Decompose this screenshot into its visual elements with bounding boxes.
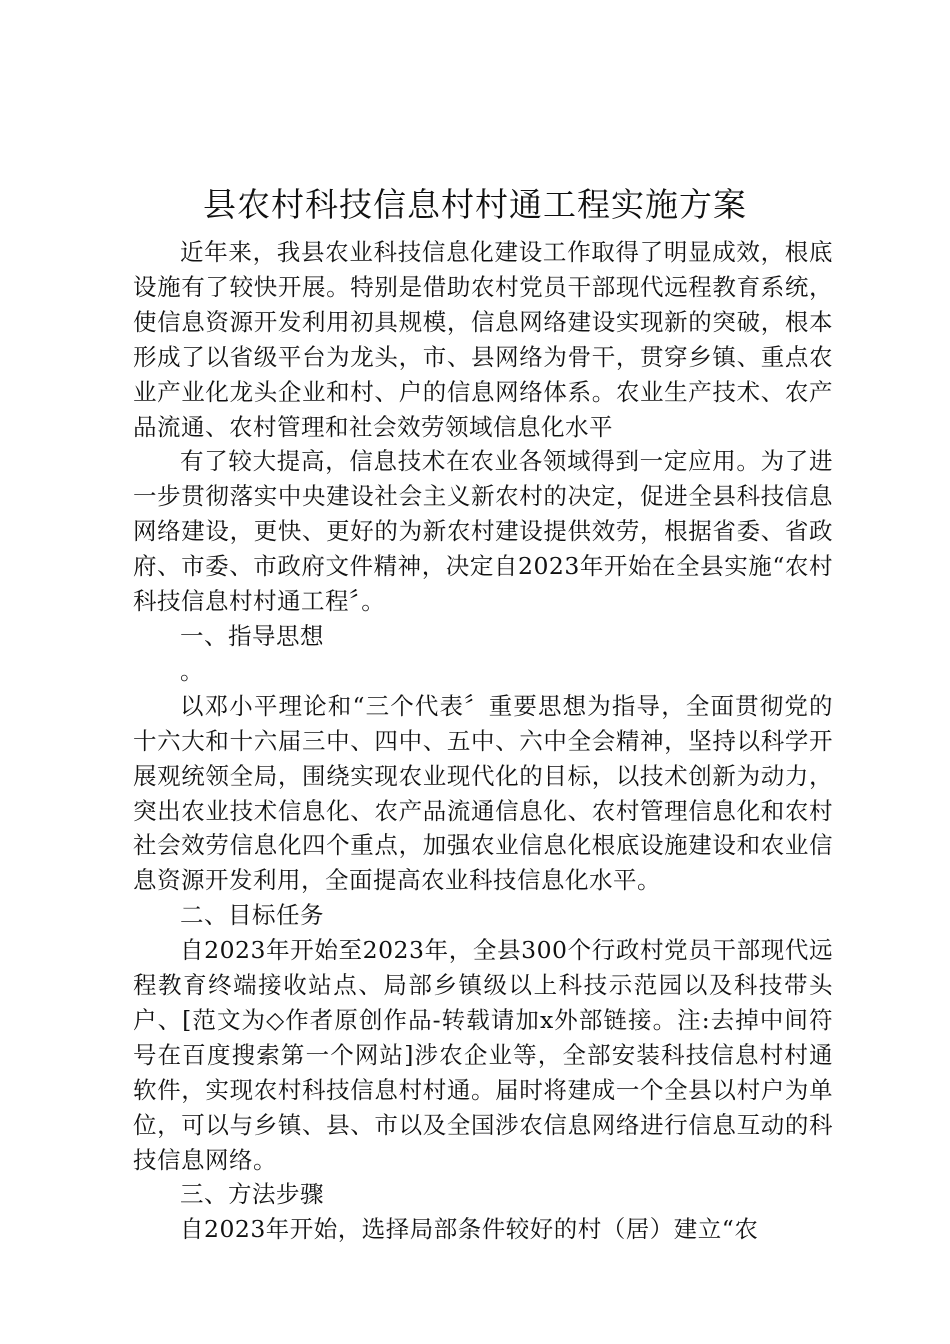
paragraph-steps: 自2023年开始，选择局部条件较好的村（居）建立“农 xyxy=(180,1215,759,1244)
paragraph-period: 。 xyxy=(180,656,204,685)
section-heading-guiding-ideology: 一、指导思想 xyxy=(180,621,324,650)
paragraph-goals: 自2023年开始至2023年，全县300个行政村党员干部现代远程教育终端接收站点、局部乡镇级以上科技示范园以及科技带头户、[范文为◇作者原创作品-转载请加x外部链接。注:去掉中间符号在百度搜索第一个网站]涉农企业等，全部安装科技信息村村通软件，实现农村科技信息村村通。届时将建成一个全县以村户为单位，可以与乡镇、县、市以及全国涉农信息网络进行信息互动的科技信息网络。 xyxy=(133,936,833,1174)
section-heading-steps: 三、方法步骤 xyxy=(180,1180,324,1209)
document-body xyxy=(133,235,833,1247)
section-heading-goals: 二、目标任务 xyxy=(180,901,324,930)
paragraph-intro-continued: 有了较大提高，信息技术在农业各领域得到一定应用。为了进一步贯彻落实中央建设社会主义新农村的决定，促进全县科技信息网络建设，更快、更好的为新农村建设提供效劳，根据省委、省政府、市委、市政府文件精神，决定自2023年开始在全县实施“农村科技信息村村通工程〞。 xyxy=(133,447,833,616)
paragraph-intro: 近年来，我县农业科技信息化建设工作取得了明显成效，根底设施有了较快开展。特别是借助农村党员干部现代远程教育系统，使信息资源开发利用初具规模，信息网络建设实现新的突破，根本形成了以省级平台为龙头，市、县网络为骨干，贯穿乡镇、重点农业产业化龙头企业和村、户的信息网络体系。农业生产技术、农产品流通、农村管理和社会效劳领域信息化水平 xyxy=(133,238,833,441)
paragraph-guiding-ideology: 以邓小平理论和“三个代表〞重要思想为指导，全面贯彻党的十六大和十六届三中、四中、五中、六中全会精神，坚持以科学开展观统领全局，围绕实现农业现代化的目标，以技术创新为动力，突出农业技术信息化、农产品流通信息化、农村管理信息化和农村社会效劳信息化四个重点，加强农业信息化根底设施建设和农业信息资源开发利用，全面提高农业科技信息化水平。 xyxy=(133,691,833,895)
document-title: 县农村科技信息村村通工程实施方案 xyxy=(203,185,747,224)
